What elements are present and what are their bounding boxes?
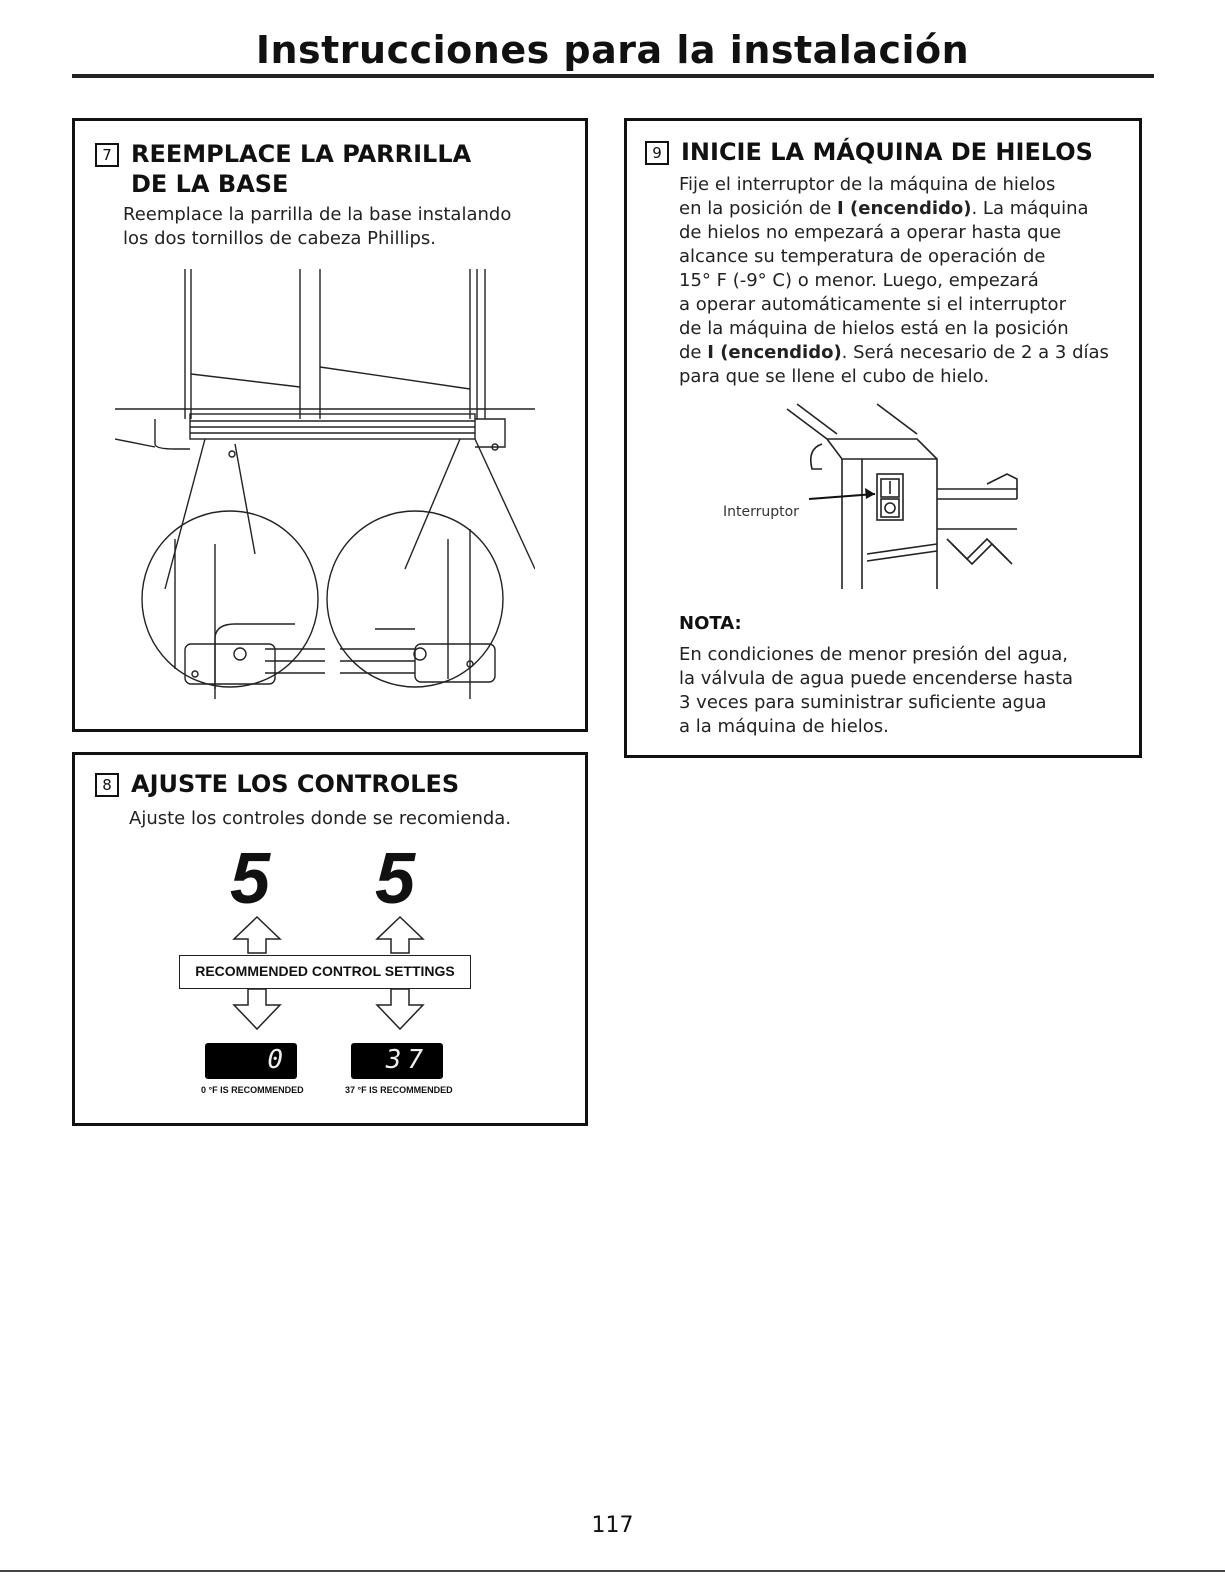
step7-heading-line1: REEMPLACE LA PARRILLA xyxy=(131,140,472,168)
step7-heading-line2: DE LA BASE xyxy=(131,170,289,198)
bottom-rule xyxy=(0,1570,1225,1572)
step9-line8a: de xyxy=(679,342,708,363)
step9-line1: Fije el interruptor de la máquina de hielos xyxy=(679,174,1056,195)
fridge-display xyxy=(351,1043,443,1079)
step7-panel xyxy=(72,118,588,732)
base-grille-illustration xyxy=(115,269,535,709)
step8-text: Ajuste los controles donde se recomienda. xyxy=(129,808,512,829)
icemaker-switch-illustration xyxy=(767,399,1027,589)
step9-line9: para que se llene el cubo de hielo. xyxy=(679,366,990,387)
step7-number: 7 xyxy=(95,143,119,167)
step7-heading xyxy=(95,139,471,199)
step9-panel xyxy=(624,118,1142,758)
up-arrow-left-icon xyxy=(232,915,282,955)
step7-text-line1: Reemplace la parrilla de la base instalando xyxy=(123,204,512,225)
note-line1: En condiciones de menor presión del agua, xyxy=(679,644,1068,665)
dial-right-setting: 5 xyxy=(375,839,416,919)
step9-number: 9 xyxy=(645,141,669,165)
step9-heading-text: INICIE LA MÁQUINA DE HIELOS xyxy=(681,138,1093,166)
note-line3: 3 veces para suministrar suficiente agua xyxy=(679,692,1047,713)
step9-heading xyxy=(645,137,1093,167)
page-number: 117 xyxy=(591,1513,634,1538)
step8-number: 8 xyxy=(95,773,119,797)
step9-line4: alcance su temperatura de operación de xyxy=(679,246,1046,267)
step9-line2b: I (encendido) xyxy=(837,198,972,219)
step9-text xyxy=(679,173,1109,389)
step9-line2a: en la posición de xyxy=(679,198,838,219)
dial-left-setting: 5 xyxy=(230,839,271,919)
step9-line2c: . La máquina xyxy=(971,198,1089,219)
up-arrow-right-icon xyxy=(375,915,425,955)
note-line2: la válvula de agua puede encenderse hasta xyxy=(679,668,1074,689)
step9-line6: a operar automáticamente si el interruptor xyxy=(679,294,1066,315)
note-line4: a la máquina de hielos. xyxy=(679,716,889,737)
down-arrow-left-icon xyxy=(232,989,282,1031)
note-title: NOTA: xyxy=(679,613,742,634)
freezer-display-value: 0 xyxy=(267,1045,283,1075)
note-text xyxy=(679,643,1073,739)
down-arrow-right-icon xyxy=(375,989,425,1031)
step8-heading-text: AJUSTE LOS CONTROLES xyxy=(131,770,460,798)
switch-label: Interruptor xyxy=(723,504,799,520)
step8-panel xyxy=(72,752,588,1126)
recommended-settings-banner: RECOMMENDED CONTROL SETTINGS xyxy=(179,955,471,989)
step9-line3: de hielos no empezará a operar hasta que xyxy=(679,222,1062,243)
step7-text-line2: los dos tornillos de cabeza Phillips. xyxy=(123,228,436,249)
page-title: Instrucciones para la instalación xyxy=(255,28,970,72)
title-rule xyxy=(72,74,1154,78)
step9-line5: 15° F (-9° C) o menor. Luego, empezará xyxy=(679,270,1039,291)
step9-line8b: I (encendido) xyxy=(707,342,842,363)
freezer-caption: 0 °F IS RECOMMENDED xyxy=(201,1085,304,1095)
step7-text xyxy=(123,203,511,251)
step8-heading xyxy=(95,769,459,799)
freezer-display xyxy=(205,1043,297,1079)
fridge-caption: 37 °F IS RECOMMENDED xyxy=(345,1085,453,1095)
step9-line8c: . Será necesario de 2 a 3 días xyxy=(841,342,1109,363)
step9-line7: de la máquina de hielos está en la posición xyxy=(679,318,1069,339)
fridge-display-value: 37 xyxy=(385,1045,429,1075)
